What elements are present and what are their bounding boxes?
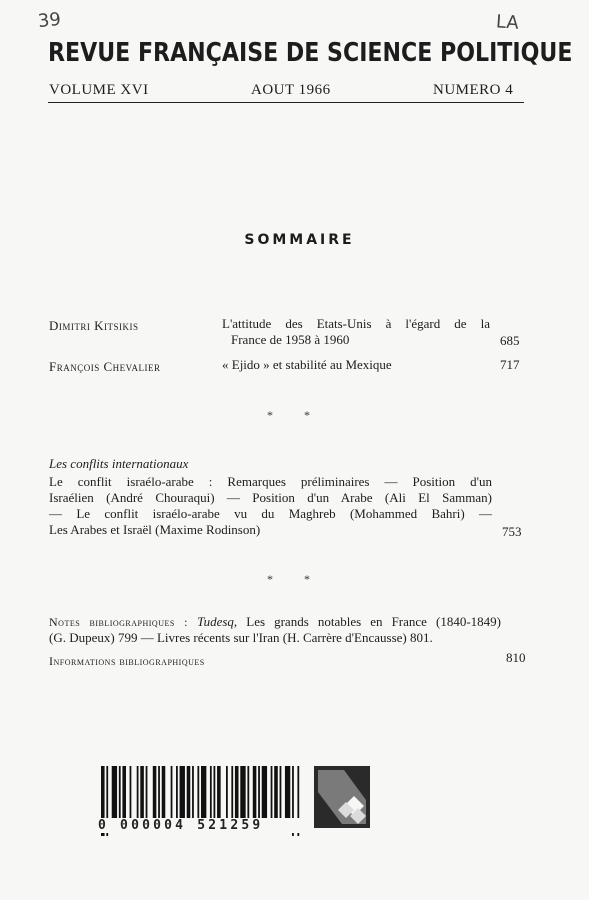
separator-asterisks: * *: [267, 408, 324, 422]
header-rule: [48, 102, 524, 103]
entry-title: [222, 316, 490, 348]
barcode-bar: [247, 766, 249, 818]
section-body: [49, 474, 492, 538]
entry-title-line: France de 1958 à 1960: [231, 332, 350, 347]
barcode-bar: [217, 766, 221, 818]
entry-title: « Ejido » et stabilité au Mexique: [222, 357, 392, 372]
separator-asterisks: * *: [267, 572, 324, 586]
barcode-digits: 0 000004 521259: [98, 818, 304, 833]
informations-label: Informations bibliographiques: [49, 654, 205, 668]
issue-volume: VOLUME XVI: [49, 82, 149, 98]
section-title: Les conflits internationaux: [49, 456, 189, 471]
barcode-bar: [253, 766, 257, 818]
barcode-bar: [171, 766, 173, 818]
barcode-bar: [153, 766, 157, 818]
barcode-bar: [192, 766, 194, 818]
section-line: Le conflit israélo-arabe : Remarques préliminaires — Position d'un: [49, 474, 492, 489]
sommaire-heading: SOMMAIRE: [244, 232, 355, 248]
section-page: 753: [502, 524, 522, 539]
journal-title: REVUE FRANÇAISE DE SCIENCE POLITIQUE: [48, 38, 573, 68]
section-line: Israélien (André Chouraqui) — Position d'un Arabe (Ali El Samman): [49, 490, 492, 505]
barcode-bar: [162, 766, 166, 818]
barcode-bar: [140, 766, 144, 818]
entry-page: 717: [500, 357, 520, 372]
barcode-bar: [137, 766, 139, 818]
barcode-bar: [271, 766, 273, 818]
notes-label: Notes bibliographiques :: [49, 615, 188, 629]
barcode-bar: [180, 766, 185, 818]
barcode-bar: [187, 766, 191, 818]
barcode-bar: [258, 766, 260, 818]
barcode-bar: [210, 766, 212, 818]
barcode-bar: [226, 766, 228, 818]
barcode-bar: [201, 766, 206, 818]
handwritten-annotation-left: 39: [36, 8, 62, 33]
publisher-emblem-icon: [314, 766, 370, 828]
barcode-bar: [176, 766, 178, 818]
barcode-bar: [235, 766, 239, 818]
barcode-bar: [158, 766, 160, 818]
notes-bibliographiques: [49, 614, 501, 646]
barcode-bar: [119, 766, 121, 818]
section-line: — Le conflit israélo-arabe vu du Maghreb (Mohammed Bahri) —: [49, 506, 492, 521]
barcode-bar: [130, 766, 132, 818]
handwritten-annotation-right: LA: [495, 11, 520, 34]
entry-page: 685: [500, 333, 520, 348]
section-line: Les Arabes et Israël (Maxime Rodinson): [49, 522, 261, 537]
notes-line1: Les grands notables en France (1840-1849): [246, 614, 502, 629]
barcode-bar: [262, 766, 267, 818]
notes-author: Tudesq,: [197, 614, 238, 629]
entry-title-line: L'attitude des Etats-Unis à l'égard de la: [222, 316, 490, 331]
barcode-bar: [122, 766, 126, 818]
barcode-bar: [280, 766, 282, 818]
notes-line2: (G. Dupeux) 799 — Livres récents sur l'Iran (H. Carrère d'Encausse) 801.: [49, 630, 433, 645]
entry-author: François Chevalier: [49, 359, 161, 374]
barcode-bar: [214, 766, 216, 818]
informations-page: 810: [506, 650, 526, 665]
issue-number: NUMERO 4: [433, 82, 514, 98]
barcode-bar: [274, 766, 278, 818]
barcode-bar: [112, 766, 117, 818]
barcode-bar: [240, 766, 245, 818]
barcode-bar: [285, 766, 290, 818]
entry-author: Dimitri Kitsikis: [49, 318, 139, 333]
issue-date: AOUT 1966: [251, 82, 331, 98]
barcode-bar: [146, 766, 148, 818]
barcode-bar: [197, 766, 199, 818]
barcode-bar: [231, 766, 233, 818]
